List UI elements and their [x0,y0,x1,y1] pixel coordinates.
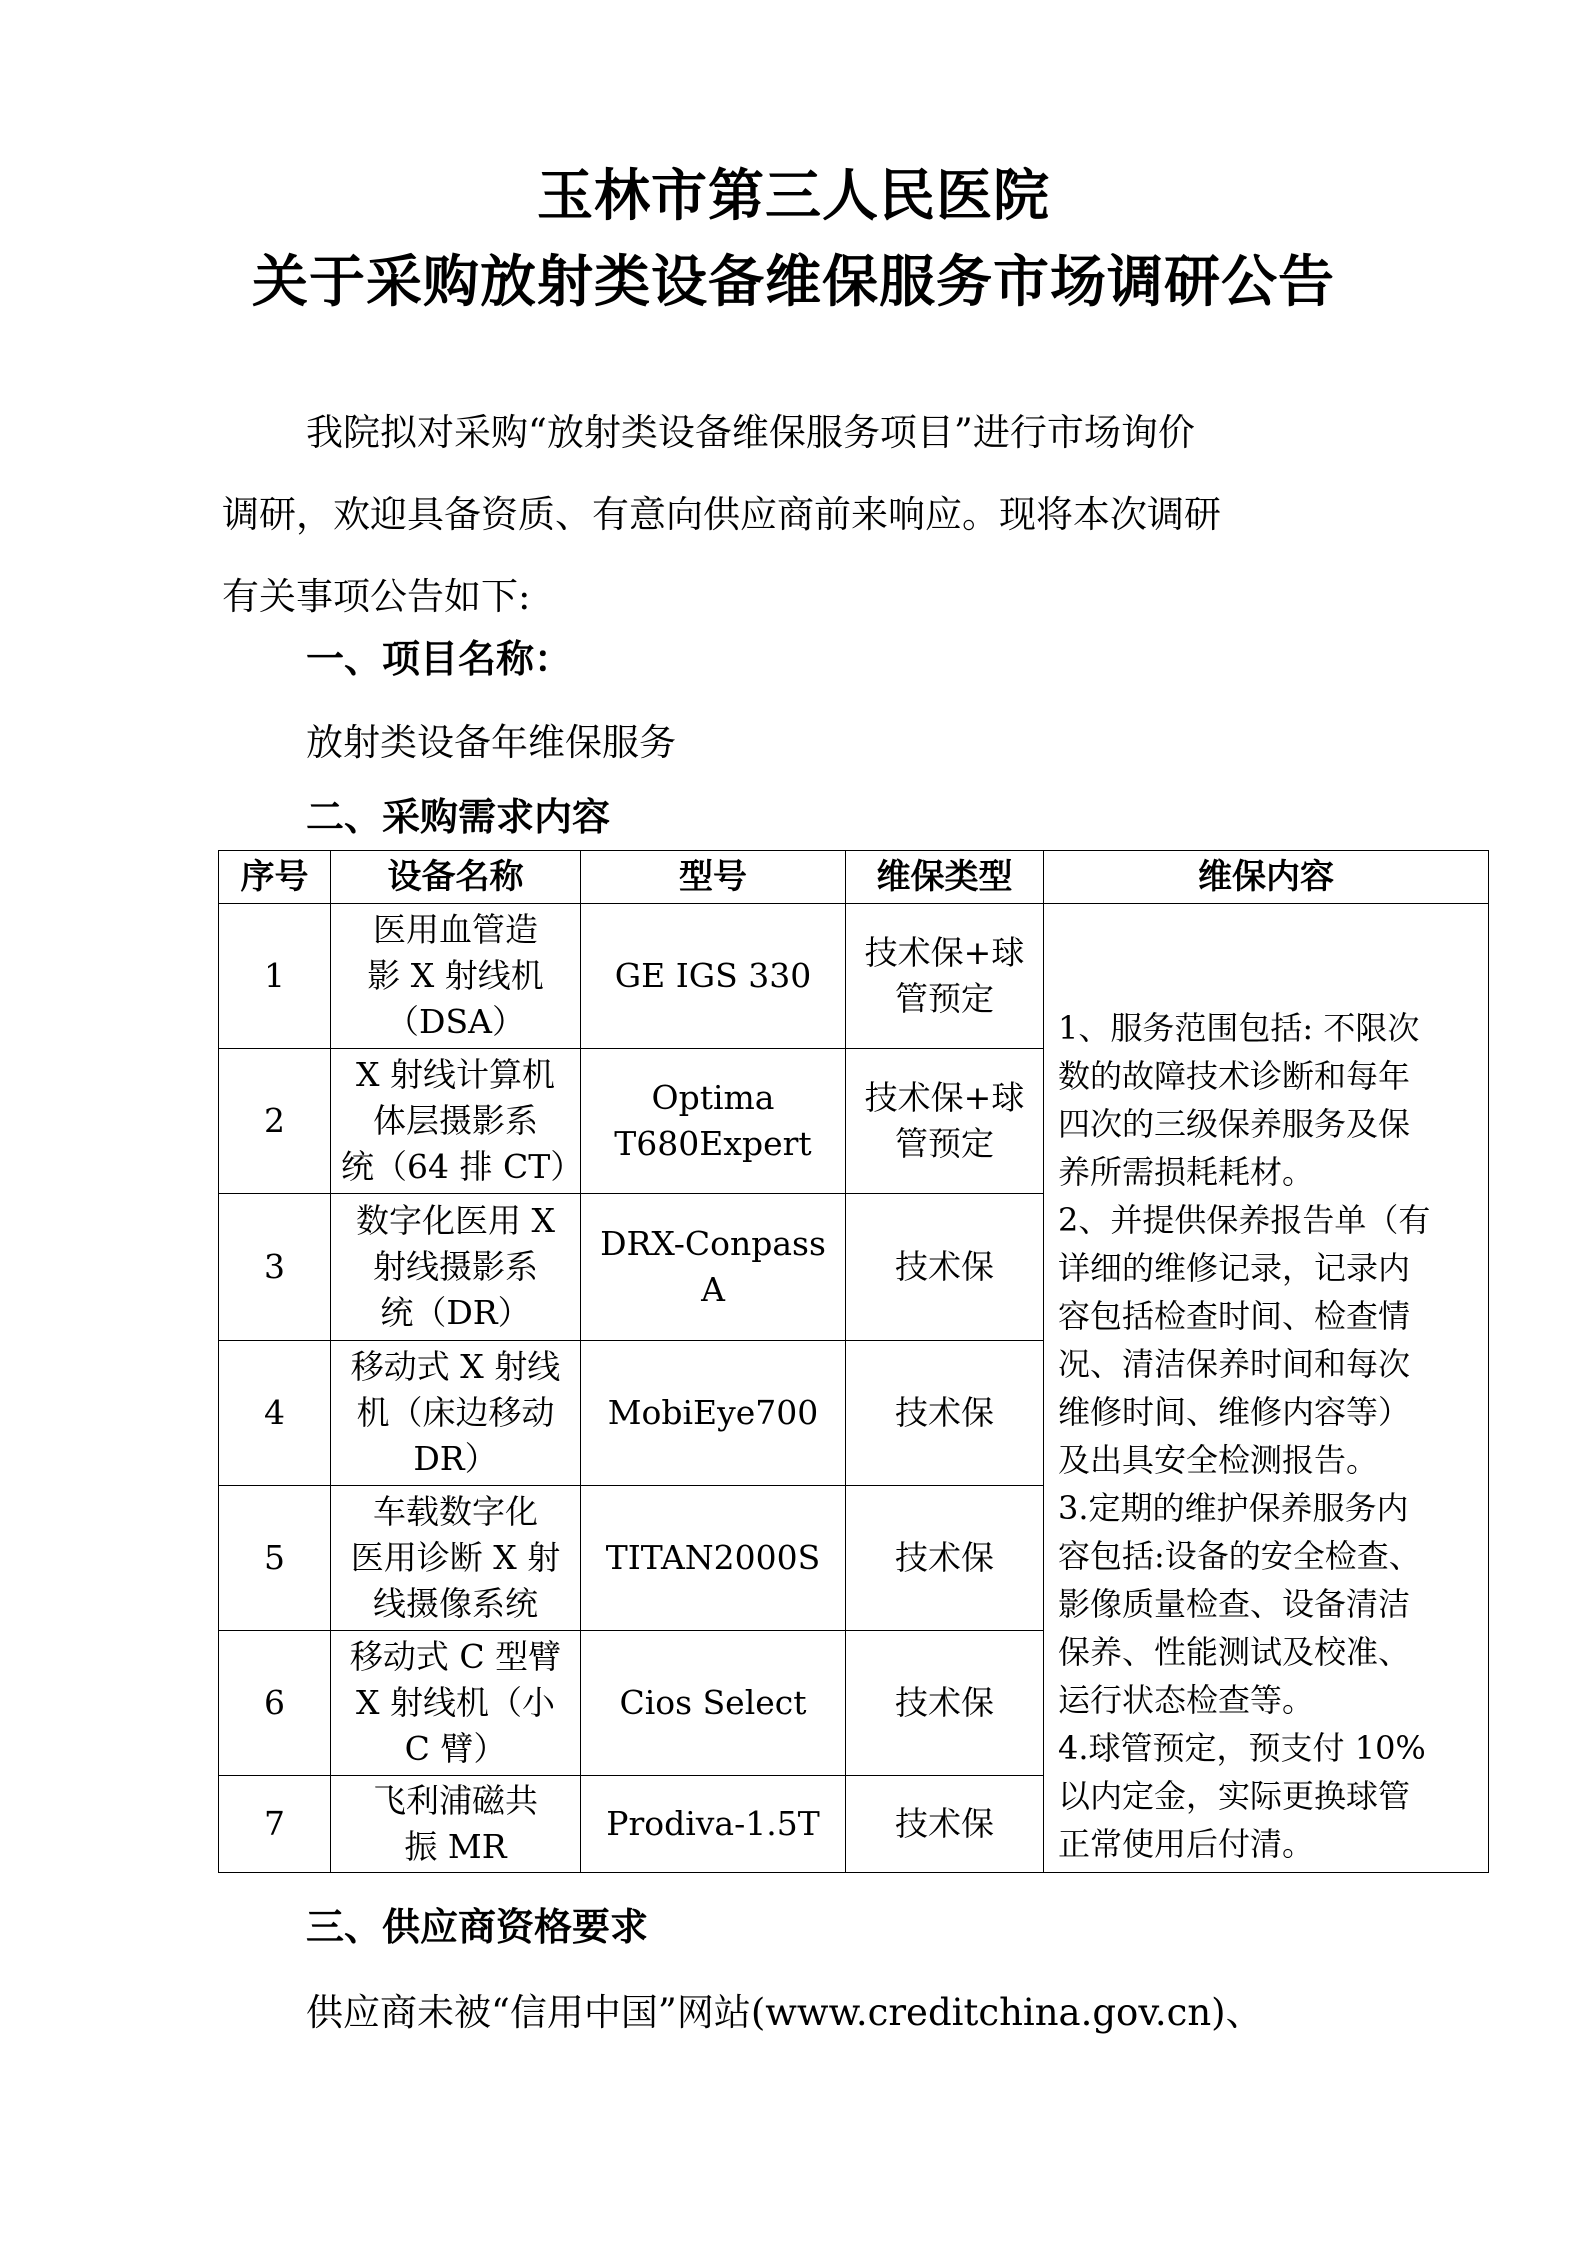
document-title-line1: 玉林市第三人民医院 [537,163,1050,229]
name-line: 车载数字化 [373,1492,538,1531]
cell-model [581,1486,846,1631]
model-line: T680Expert [614,1124,812,1163]
intro-paragraph [222,392,1382,638]
cell-equipment-name [331,1486,581,1631]
cell-equipment-name [331,1341,581,1486]
cell-no: 6 [219,1631,331,1776]
content-line: 3.定期的维护保养服务内 [1058,1489,1409,1527]
name-line: X 射线计算机 [356,1055,555,1094]
content-line: 正常使用后付清。 [1058,1825,1315,1863]
table-row [219,904,1489,1049]
model-line: Cios Select [619,1683,807,1722]
content-line: 详细的维修记录，记录内 [1058,1249,1411,1287]
name-line: X 射线机（小 [356,1683,555,1722]
content-line: 及出具安全检测报告。 [1058,1441,1379,1479]
cell-no: 3 [219,1194,331,1341]
cell-no: 7 [219,1776,331,1873]
content-line: 容包括:设备的安全检查、 [1058,1537,1421,1575]
content-line: 保养、性能测试及校准、 [1058,1633,1411,1671]
model-line: TITAN2000S [605,1538,821,1577]
content-line: 数的故障技术诊断和每年 [1058,1057,1411,1095]
cell-maintenance-type [846,904,1044,1049]
cell-model [581,1341,846,1486]
type-line: 技术保 [895,1804,994,1843]
cell-maintenance-type [846,1776,1044,1873]
cell-model [581,1049,846,1194]
name-line: 振 MR [404,1827,507,1866]
content-line: 影像质量检查、设备清洁 [1058,1585,1411,1623]
model-line: MobiEye700 [607,1393,819,1432]
type-line: 技术保+球 [864,933,1025,972]
name-line: （DSA） [386,1002,525,1041]
name-line: C 臂） [404,1729,507,1768]
content-line: 况、清洁保养时间和每次 [1058,1345,1411,1383]
content-line: 1、服务范围包括: 不限次 [1058,1009,1420,1047]
model-line: DRX-Conpass A [600,1224,826,1309]
supplier-requirement-text: 供应商未被“信用中国”网站(www.creditchina.gov.cn)、 [306,1991,1263,2034]
name-line: 统（DR） [380,1293,531,1332]
name-line: 医用诊断 X 射 [350,1538,561,1577]
model-line: Optima [651,1078,775,1117]
name-line: 医用血管造 [373,910,538,949]
content-line: 维修时间、维修内容等） [1058,1393,1411,1431]
type-line: 技术保 [895,1247,994,1286]
name-line: 移动式 X 射线 [350,1347,561,1386]
intro-line: 调研，欢迎具备资质、有意向供应商前来响应。现将本次调研 [222,493,1221,536]
content-line: 四次的三级保养服务及保 [1058,1105,1411,1143]
type-line: 管预定 [895,1124,994,1163]
table-header-row [219,851,1489,904]
name-line: DR） [413,1439,498,1478]
model-line: GE IGS 330 [614,956,812,995]
cell-no: 1 [219,904,331,1049]
intro-line: 有关事项公告如下: [222,575,531,618]
cell-no: 5 [219,1486,331,1631]
section1-heading: 一、项目名称： [306,637,573,681]
content-line: 容包括检查时间、检查情 [1058,1297,1411,1335]
cell-maintenance-type [846,1631,1044,1776]
content-line: 2、并提供保养报告单（有 [1058,1201,1431,1239]
cell-maintenance-type [846,1341,1044,1486]
name-line: 飞利浦磁共 [373,1781,538,1820]
content-line: 养所需损耗耗材。 [1058,1153,1315,1191]
header-cell-model: 型号 [581,851,846,904]
type-line: 技术保 [895,1393,994,1432]
name-line: 射线摄影系 [373,1247,538,1286]
header-cell-type: 维保类型 [846,851,1044,904]
name-line: 移动式 C 型臂 [349,1637,562,1676]
name-line: 影 X 射线机 [367,956,544,995]
content-line: 以内定金，实际更换球管 [1058,1777,1411,1815]
name-line: 线摄像系统 [373,1584,538,1623]
intro-line: 我院拟对采购“放射类设备维保服务项目”进行市场询价 [306,411,1195,454]
cell-model [581,904,846,1049]
name-line: 体层摄影系 [373,1101,538,1140]
cell-equipment-name [331,1194,581,1341]
header-cell-content: 维保内容 [1044,851,1489,904]
requirements-table [218,850,1489,1873]
cell-model [581,1631,846,1776]
cell-equipment-name [331,1049,584,1194]
header-cell-no: 序号 [219,851,331,904]
cell-maintenance-type [846,1049,1044,1194]
type-line: 技术保+球 [864,1078,1025,1117]
section2-heading: 二、采购需求内容 [306,795,611,839]
content-line: 运行状态检查等。 [1058,1681,1315,1719]
header-cell-name: 设备名称 [331,851,581,904]
section3-heading: 三、供应商资格要求 [306,1905,649,1949]
cell-model [581,1194,846,1341]
cell-model [581,1776,846,1873]
type-line: 技术保 [895,1683,994,1722]
name-line: 统（64 排 CT） [341,1147,584,1186]
project-name-text: 放射类设备年维保服务 [306,721,676,764]
content-line: 4.球管预定，预支付 10% [1058,1729,1426,1767]
document-title-line2: 关于采购放射类设备维保服务市场调研公告 [252,249,1335,315]
type-line: 管预定 [895,979,994,1018]
cell-equipment-name [331,904,581,1049]
cell-equipment-name [331,1776,581,1873]
name-line: 数字化医用 X [356,1201,555,1240]
name-line: 机（床边移动 [356,1393,555,1432]
cell-maintenance-type [846,1194,1044,1341]
cell-no: 2 [219,1049,331,1194]
cell-maintenance-type [846,1486,1044,1631]
cell-maintenance-content [1044,904,1489,1873]
cell-equipment-name [331,1631,581,1776]
type-line: 技术保 [895,1538,994,1577]
cell-no: 4 [219,1341,331,1486]
model-line: Prodiva-1.5T [606,1804,820,1843]
